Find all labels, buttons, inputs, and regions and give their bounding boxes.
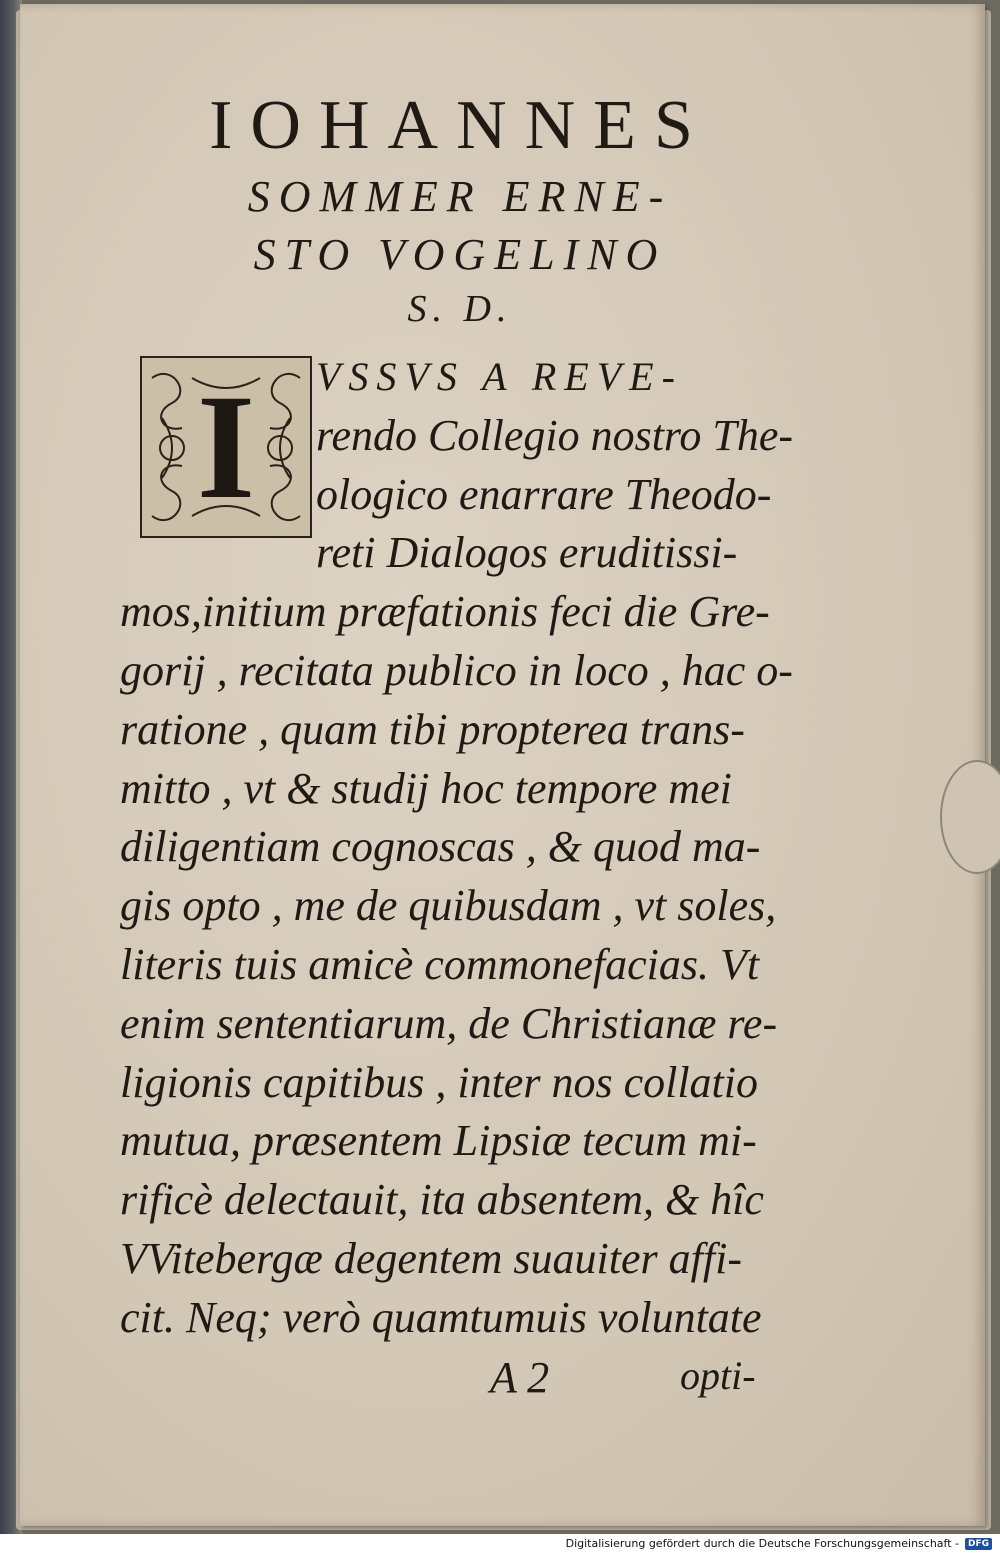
page-heading: IOHANNES [209, 87, 711, 164]
text-line: enim sententiarum, de Christianæ re- [120, 998, 778, 1048]
page-content [120, 84, 800, 1412]
text-line: diligentiam cognoscas , & quod ma- [120, 822, 761, 872]
digitization-footer [0, 1534, 1000, 1553]
salutation: S. D. [407, 288, 513, 330]
dfg-logo-icon: DFG [965, 1538, 992, 1550]
body-text [120, 348, 800, 1412]
text-line: mutua, præsentem Lipsiæ tecum mi- [120, 1116, 757, 1166]
text-line: gorij , recitata publico in loco , hac o- [120, 645, 793, 695]
text-line: ratione , quam tibi propterea trans- [120, 704, 745, 754]
text-line: rificè delectauit, ita absentem, & hîc [120, 1175, 764, 1225]
text-line: ologico enarrare Theodo- [316, 469, 772, 519]
catchword: opti- [680, 1352, 756, 1398]
signature-row [120, 1352, 800, 1412]
signature-mark: A 2 [490, 1352, 550, 1402]
text-line: VSSVS A REVE- [316, 354, 683, 399]
text-line: gis opto , me de quibusdam , vt soles, [120, 881, 777, 931]
subheading-line-1: SOMMER ERNE- [247, 172, 673, 221]
text-line: literis tuis amicè commonefacias. Vt [120, 939, 760, 989]
text-line: ligionis capitibus , inter nos collatio [120, 1057, 758, 1107]
text-line: reti Dialogos eruditissi- [316, 528, 738, 578]
text-line: rendo Collegio nostro The- [316, 410, 794, 460]
text-line: mitto , vt & studij hoc tempore mei [120, 763, 732, 813]
footer-text: Digitalisierung gefördert durch die Deutsche Forschungsgemeinschaft - [565, 1537, 959, 1550]
book-page [20, 4, 985, 1526]
text-line: cit. Neq; verò quamtumuis voluntate [120, 1292, 762, 1342]
text-line: mos,initium præfationis feci die Gre- [120, 587, 770, 637]
initial-letter: I [196, 364, 256, 530]
text-line: VVitebergæ degentem suauiter affi- [120, 1233, 742, 1283]
decorated-initial [140, 356, 312, 538]
subheading-line-2: STO VOGELINO [253, 230, 667, 279]
